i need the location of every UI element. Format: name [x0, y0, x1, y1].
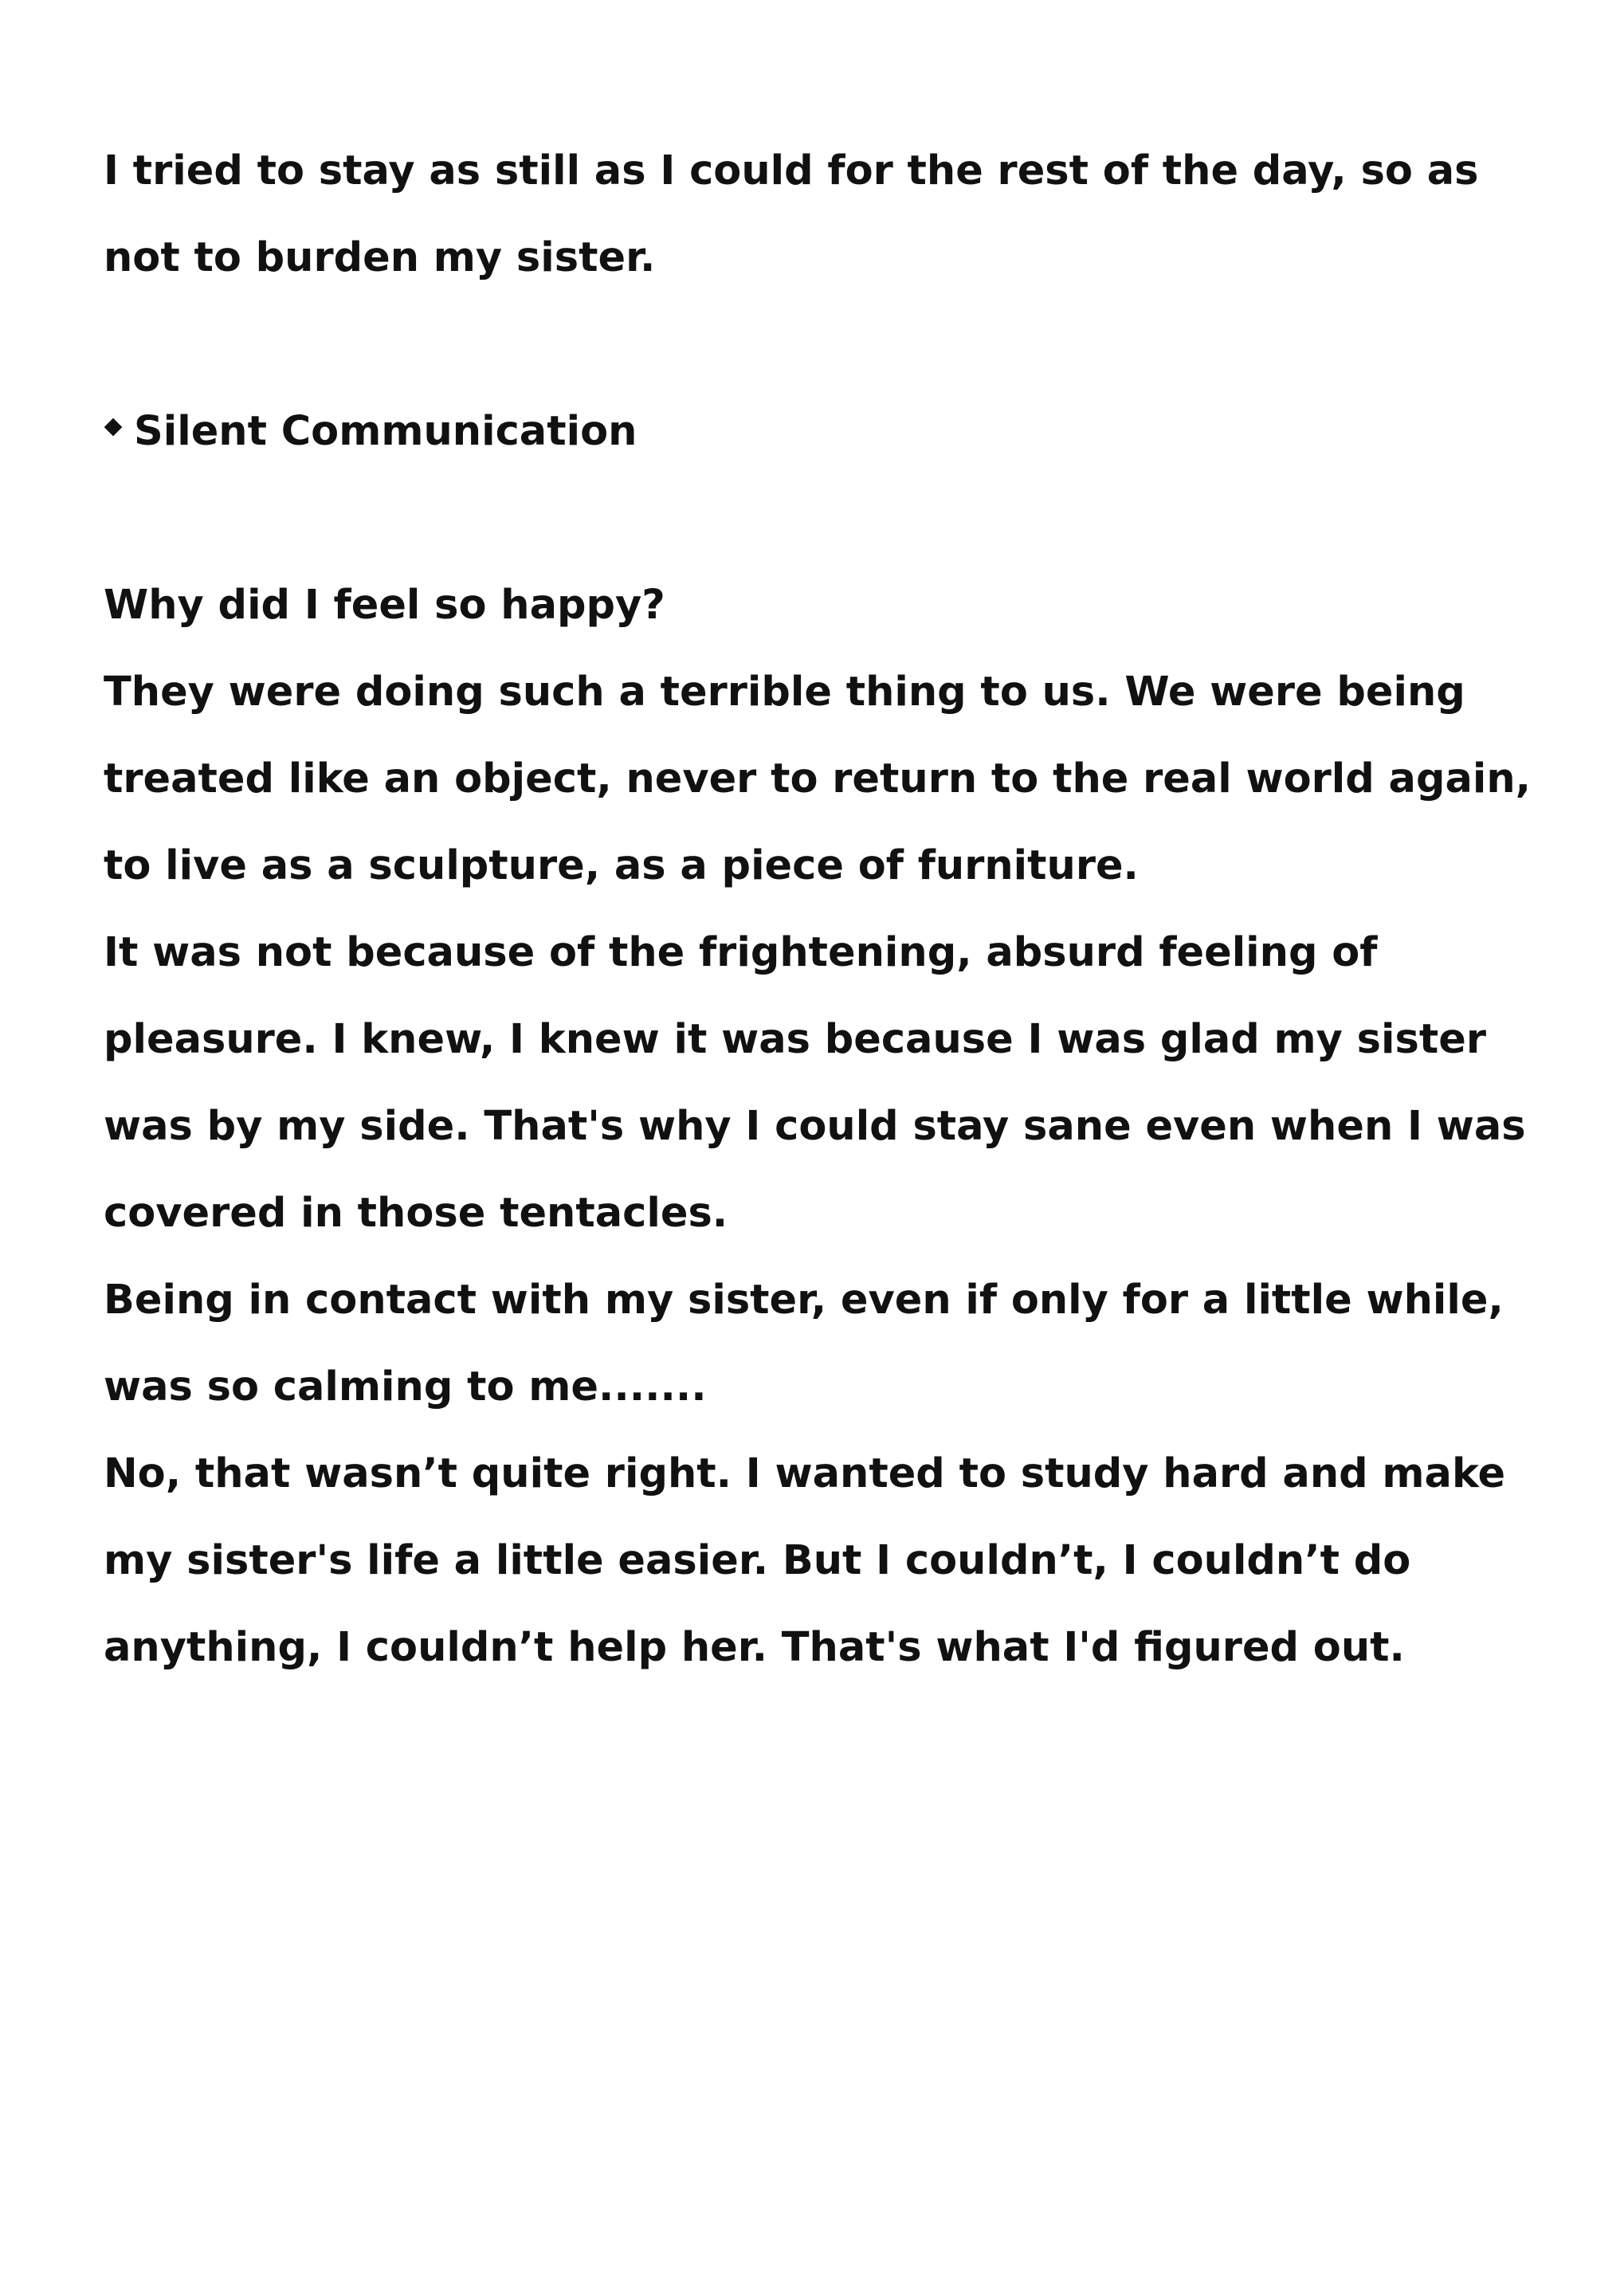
- section-heading-text: Silent Communication: [134, 408, 637, 455]
- paragraph-spacer: [104, 475, 1538, 562]
- paragraph: Why did I feel so happy?: [104, 582, 665, 629]
- paragraph: They were doing such a terrible thing to us. We were being treated like an object, never to return to the real world again, to live as a sculpture, as a piece of furniture.: [104, 669, 1532, 889]
- paragraph-spacer: [104, 301, 1538, 388]
- paragraph: No, that wasn’t quite right. I wanted to study hard and make my sister's life a little easier. But I couldn’t, I couldn’t do anything, I couldn’t help her. That's what I'd figured out.: [104, 1450, 1506, 1671]
- diamond-bullet-icon: [104, 418, 123, 436]
- paragraph: Being in contact with my sister, even if only for a little while, was so calming to me.......: [104, 1277, 1504, 1410]
- intro-paragraph: I tried to stay as still as I could for the rest of the day, so as not to burden my sister.: [104, 147, 1479, 281]
- paragraph: It was not because of the frightening, absurd feeling of pleasure. I knew, I knew it was because I was glad my sister was by my side. That's why I could stay sane even when I was covered in those tentacles.: [104, 929, 1526, 1237]
- section-heading: [104, 388, 1538, 475]
- document-body: [104, 128, 1538, 1691]
